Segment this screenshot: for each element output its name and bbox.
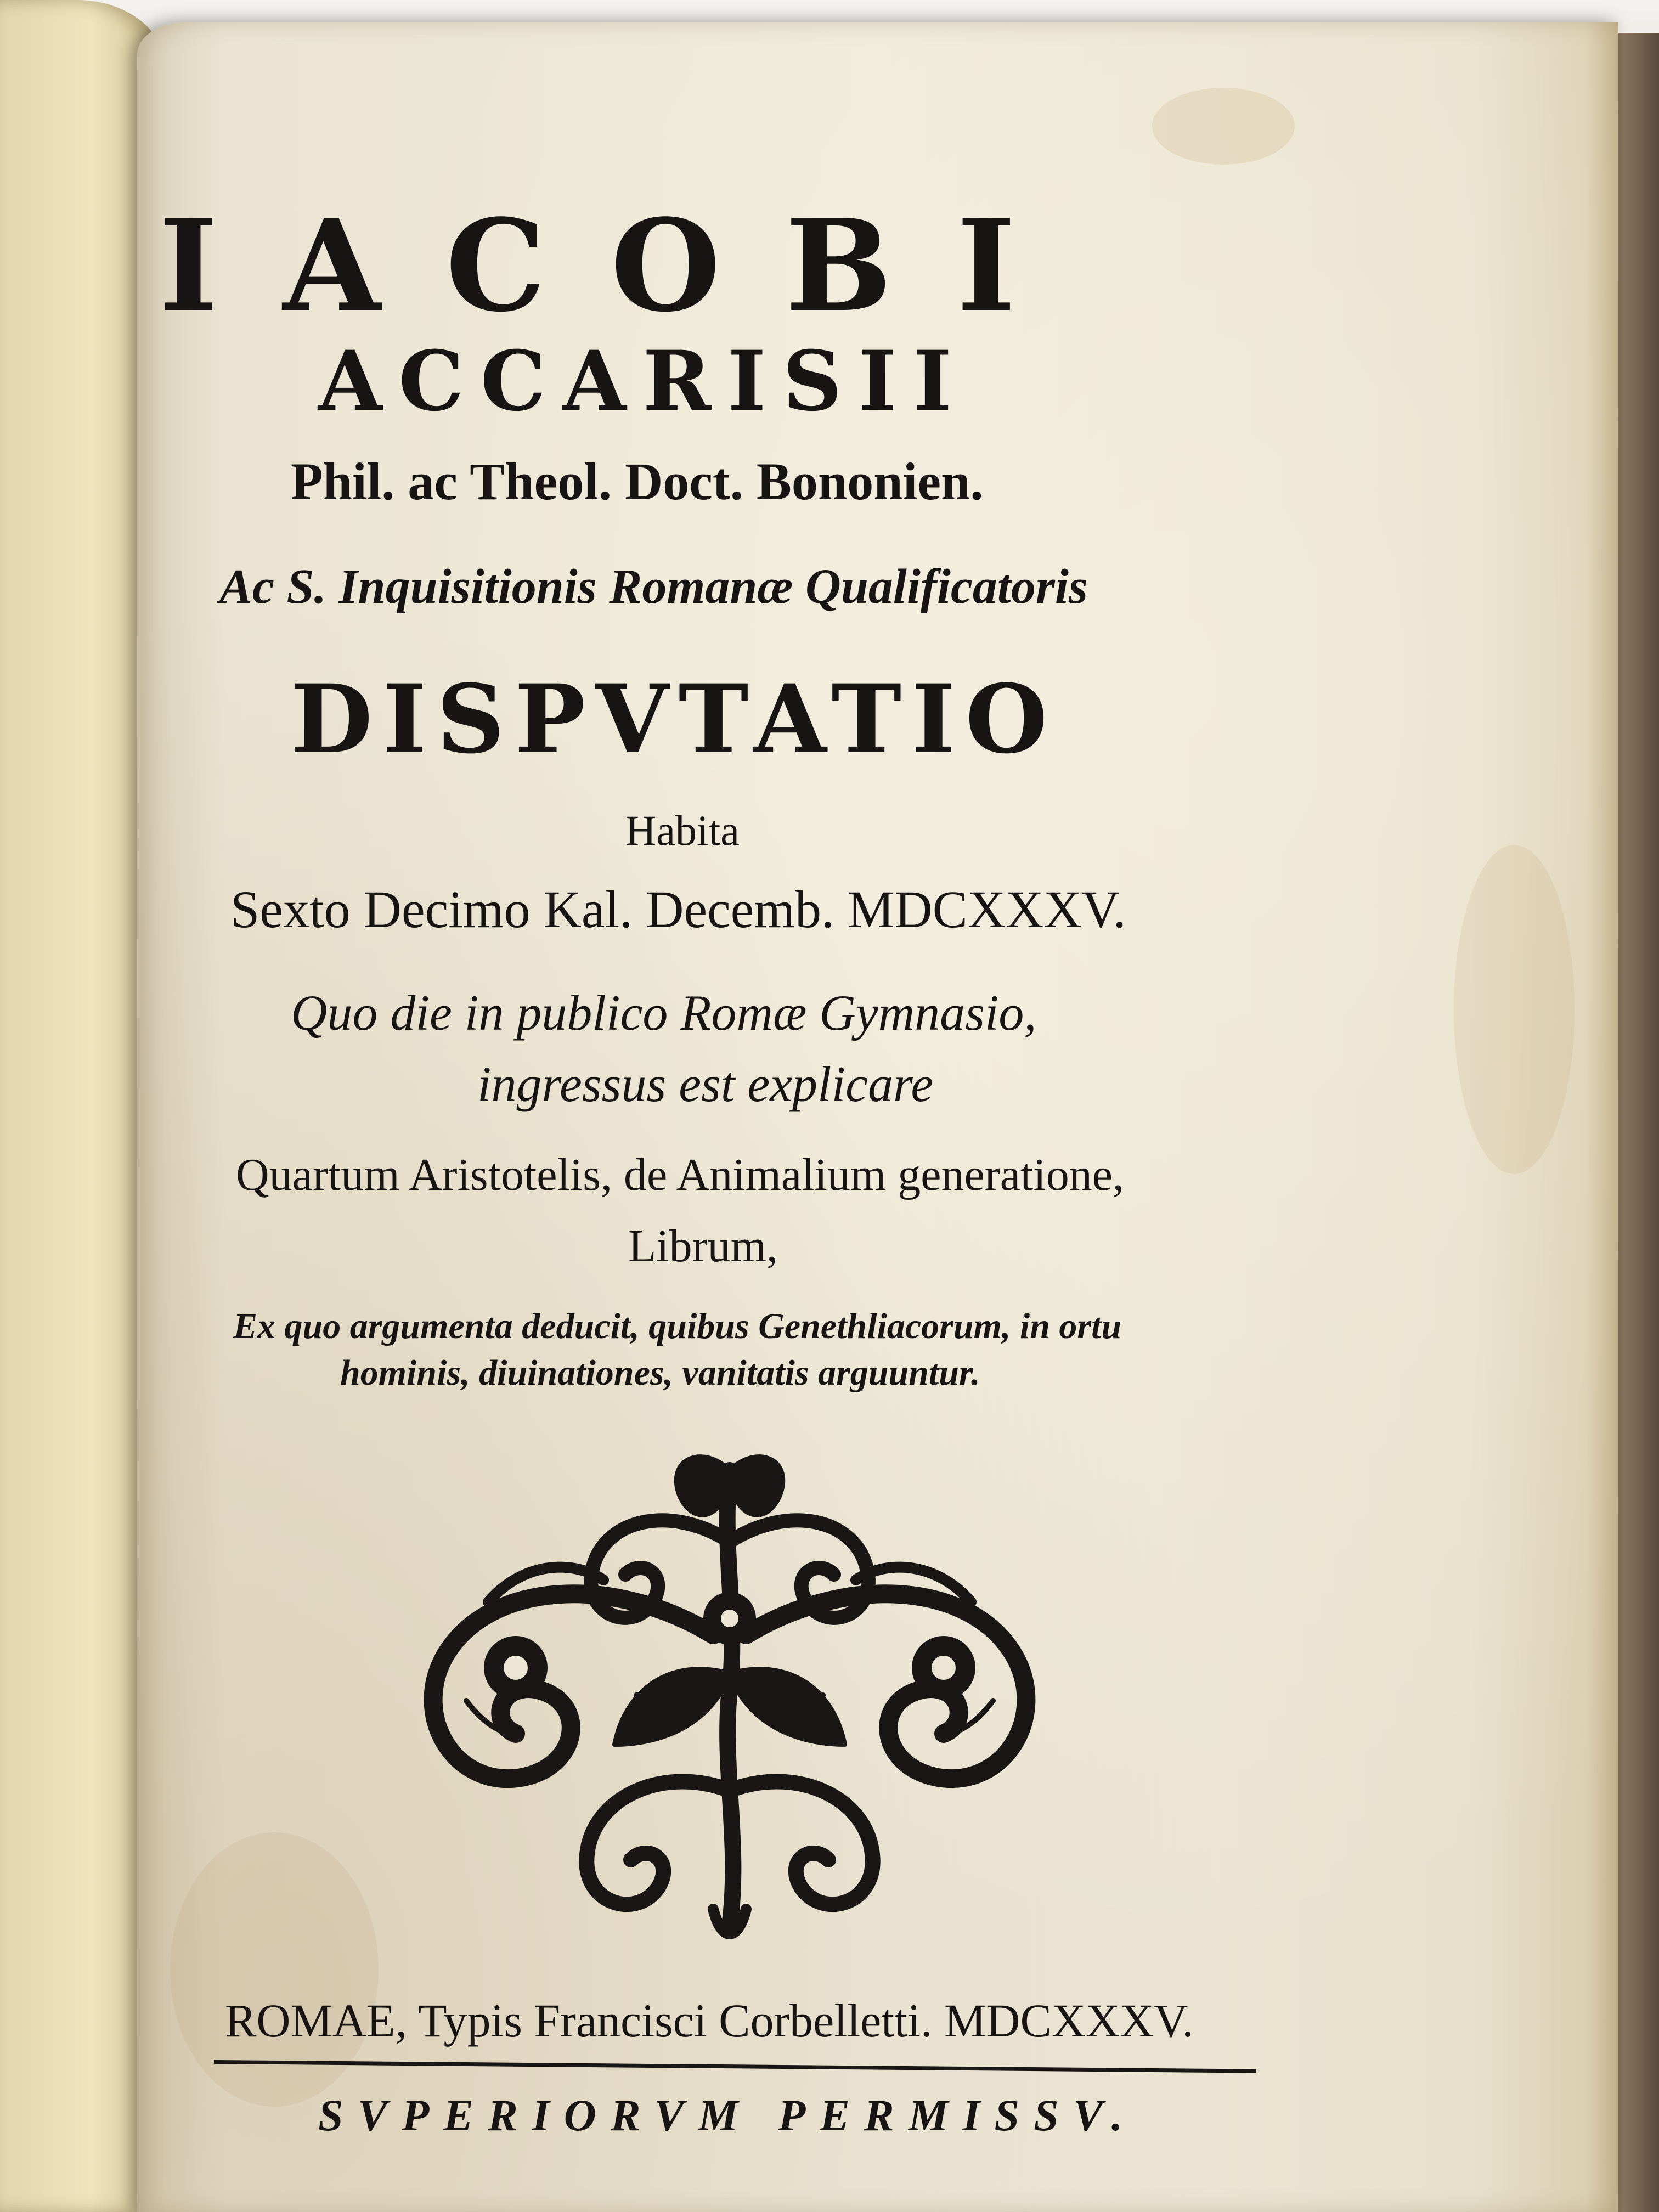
habita-line: Habita <box>625 806 740 854</box>
date-line: Sexto Decimo Kal. Decemb. MDCXXXV. <box>230 880 1126 939</box>
occasion-line-1: Quo die in publico Romæ Gymnasio, <box>291 985 1037 1041</box>
title-page <box>137 22 1618 2212</box>
author-last-name: ACCARISII <box>318 333 969 430</box>
imprint-rule <box>214 2060 1256 2073</box>
occasion-line-2: ingressus est explicare <box>477 1056 934 1112</box>
imprint-line: ROMAE, Typis Francisci Corbelletti. MDCXXXV. <box>225 1994 1194 2047</box>
paper-stain <box>1454 845 1575 1174</box>
subject-line-1: Quartum Aristotelis, de Animalium generatione, <box>236 1149 1125 1200</box>
paper-stain <box>1152 88 1295 165</box>
author-first-name: IACOBI <box>159 192 1081 340</box>
author-credentials: Phil. ac Theol. Doct. Bononien. <box>291 452 984 511</box>
author-office: Ac S. Inquisitionis Romanæ Qualificatoris <box>219 560 1088 614</box>
argument-line-1: Ex quo argumenta deducit, quibus Genethliacorum, in ortu <box>233 1306 1122 1346</box>
woodcut-ornament <box>406 1437 1053 1953</box>
work-title: DISPVTATIO <box>291 663 1058 775</box>
subject-line-2: Librum, <box>628 1221 778 1272</box>
argument-line-2: hominis, diuinationes, vanitatis arguuntur. <box>340 1353 980 1393</box>
page-fore-edge <box>1585 22 1618 2212</box>
paper-stain <box>170 1832 379 2107</box>
permission-line: SVPERIORVM PERMISSV. <box>318 2090 1137 2140</box>
